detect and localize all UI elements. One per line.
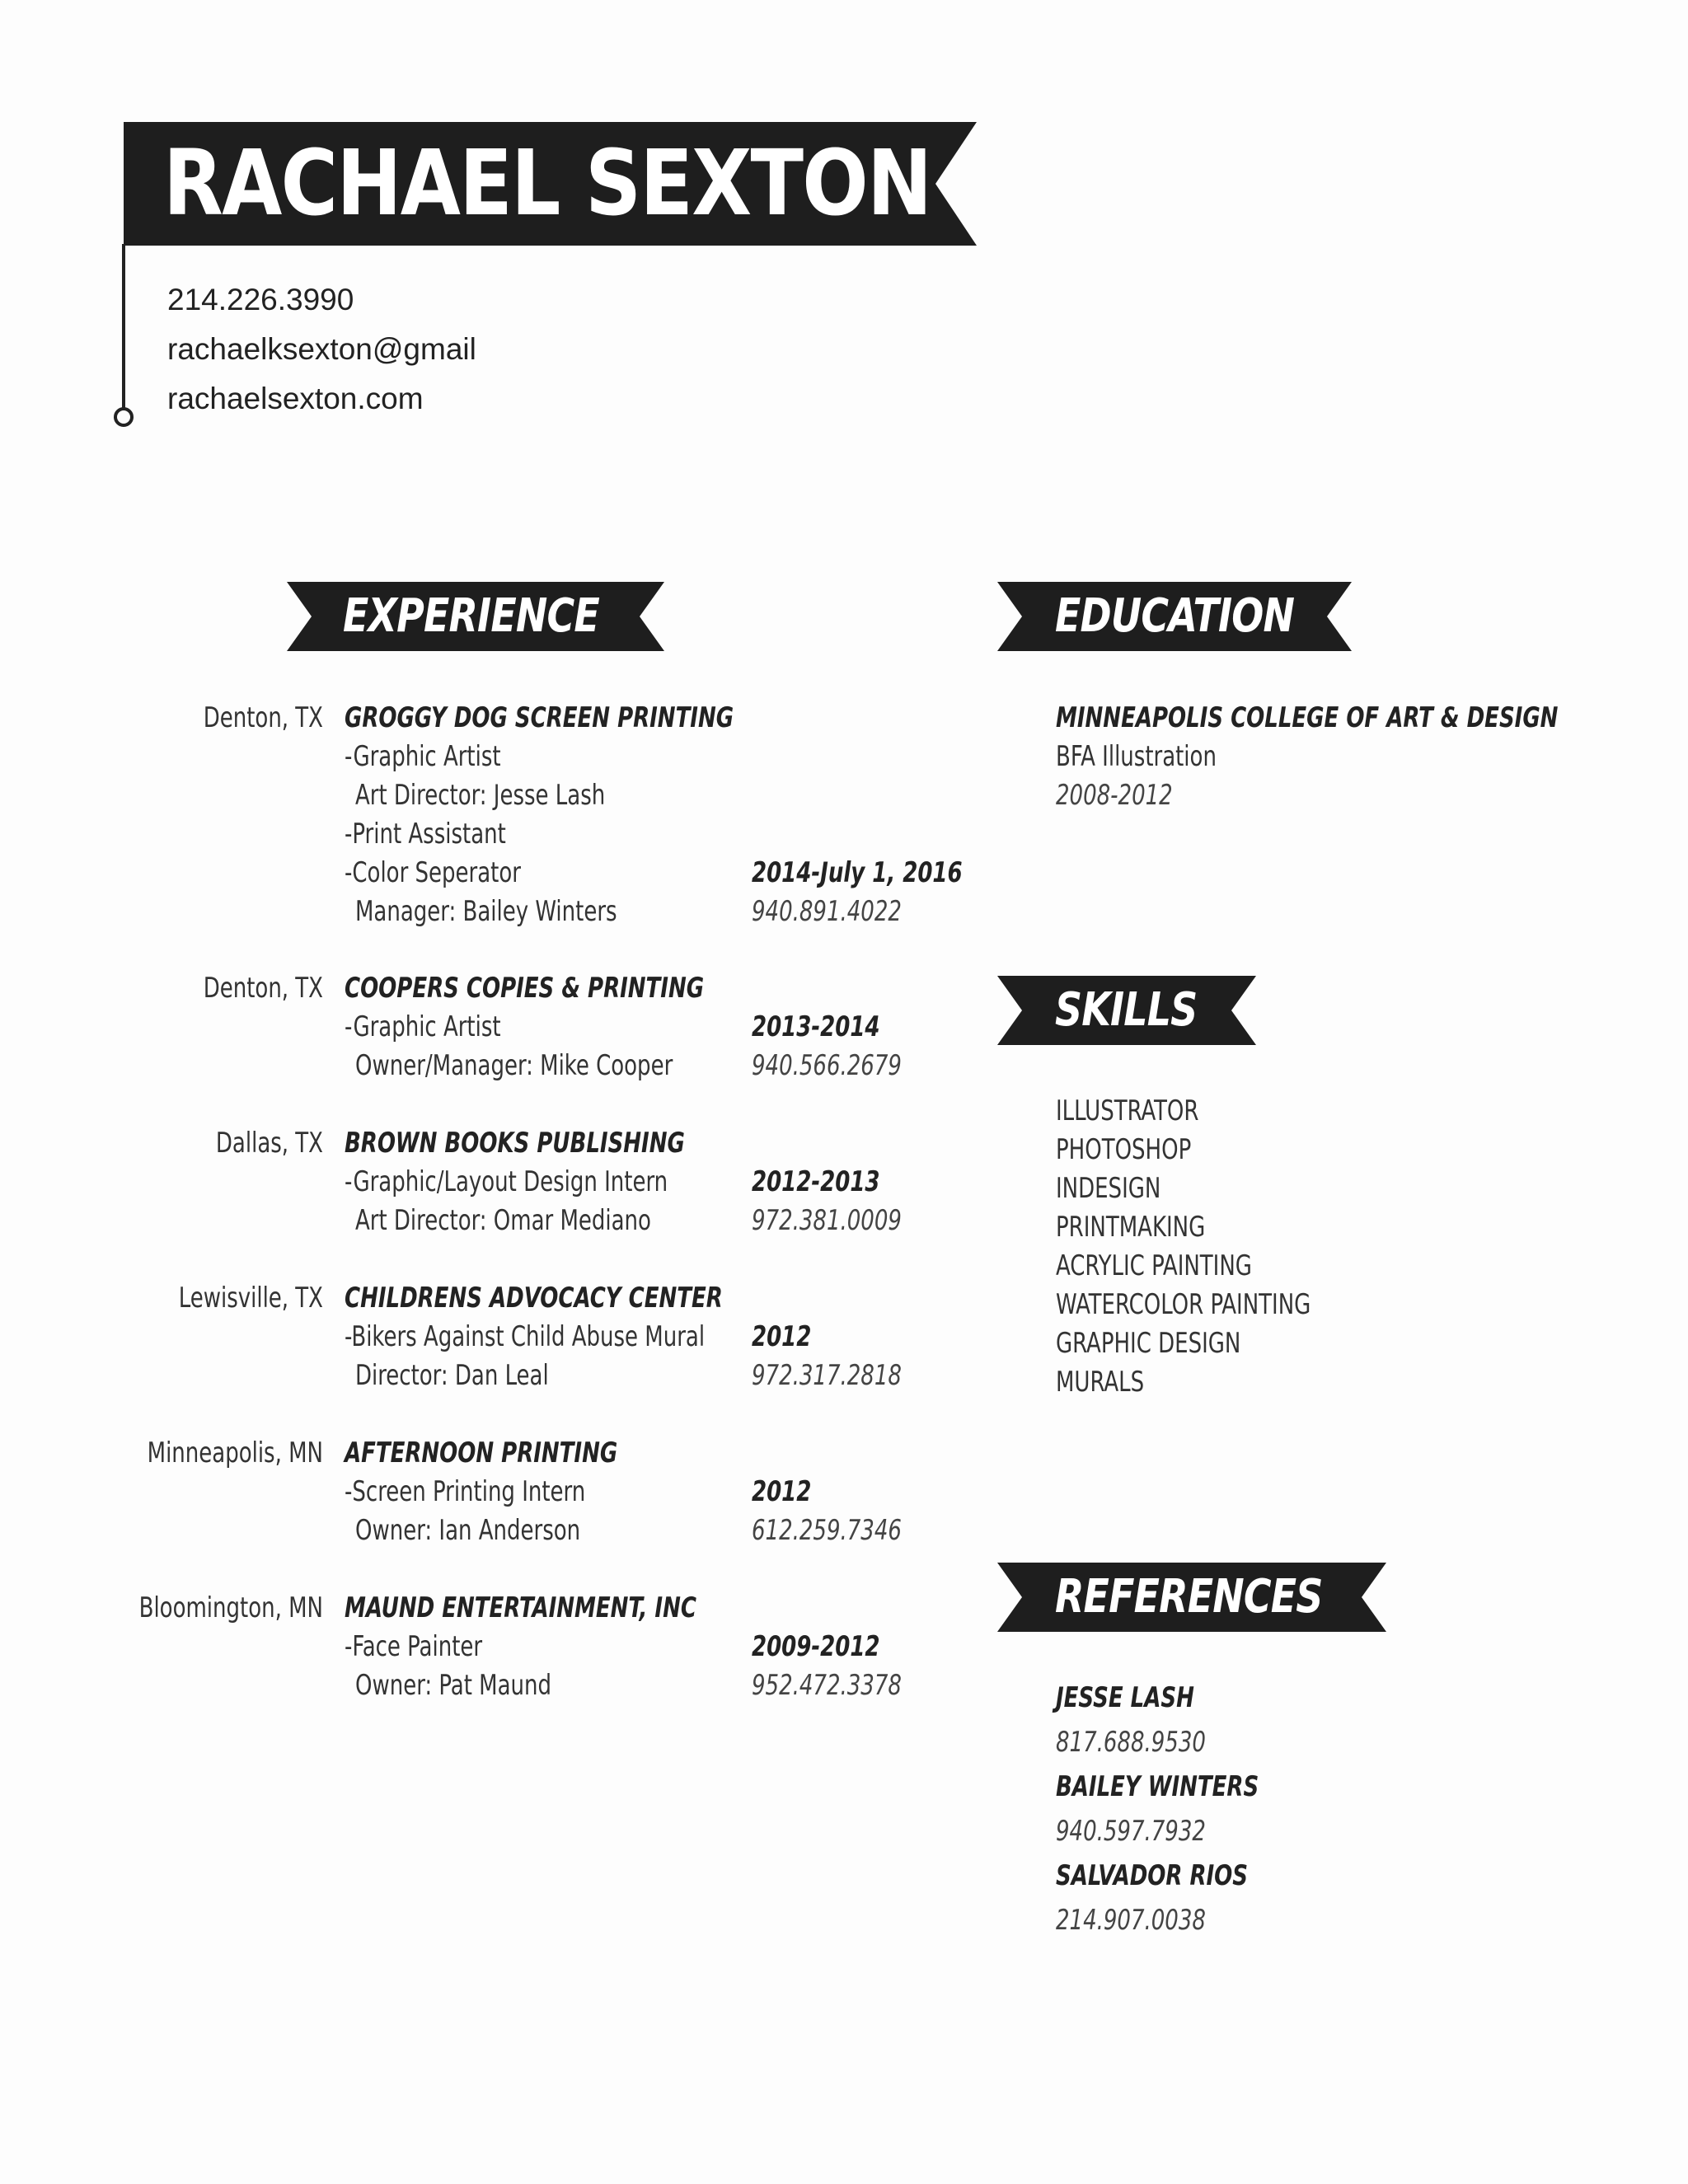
reference-name: SALVADOR RIOS — [1056, 1859, 1248, 1892]
job-line: -Face Painter — [345, 1630, 483, 1663]
skill-item: PHOTOSHOP — [1056, 1133, 1192, 1166]
job-line: Owner/Manager: Mike Cooper — [355, 1049, 673, 1082]
job-dates: 2009-2012 — [752, 1630, 880, 1663]
job-phone: 612.259.7346 — [752, 1514, 902, 1547]
job-phone: 972.317.2818 — [752, 1359, 902, 1392]
skill-item: MURALS — [1056, 1366, 1145, 1399]
job-dates: 2013-2014 — [752, 1010, 880, 1043]
reference-name: BAILEY WINTERS — [1056, 1770, 1259, 1803]
company-name: MAUND ENTERTAINMENT, INC — [345, 1591, 696, 1624]
job-phone: 952.472.3378 — [752, 1669, 902, 1702]
job-dates: 2014-July 1, 2016 — [752, 856, 963, 889]
job-line: Manager: Bailey Winters — [355, 895, 617, 928]
reference-phone: 940.597.7932 — [1056, 1815, 1206, 1848]
job-location: Denton, TX — [203, 972, 323, 1005]
skill-item: INDESIGN — [1056, 1172, 1161, 1205]
reference-phone: 817.688.9530 — [1056, 1726, 1206, 1759]
education-years: 2008-2012 — [1056, 779, 1173, 812]
job-line: Art Director: Omar Mediano — [355, 1204, 651, 1237]
contact-phone[interactable]: 214.226.3990 — [167, 283, 354, 316]
skill-item: GRAPHIC DESIGN — [1056, 1327, 1241, 1360]
skill-item: ACRYLIC PAINTING — [1056, 1249, 1252, 1282]
references-heading: REFERENCES — [1055, 1570, 1323, 1624]
skill-item: WATERCOLOR PAINTING — [1056, 1288, 1311, 1321]
job-line: -Color Seperator — [345, 856, 521, 889]
job-line: Art Director: Jesse Lash — [355, 779, 606, 812]
job-line: -Print Assistant — [345, 818, 506, 851]
experience-banner — [287, 582, 664, 651]
flag-pole-knob — [114, 407, 134, 427]
experience-heading: EXPERIENCE — [343, 589, 599, 643]
job-line: -Graphic/Layout Design Intern — [345, 1165, 668, 1198]
job-location: Denton, TX — [203, 701, 323, 734]
job-location: Lewisville, TX — [178, 1282, 323, 1315]
job-phone: 972.381.0009 — [752, 1204, 902, 1237]
job-location: Minneapolis, MN — [147, 1436, 323, 1469]
company-name: GROGGY DOG SCREEN PRINTING — [345, 701, 734, 734]
education-heading: EDUCATION — [1055, 589, 1295, 643]
company-name: COOPERS COPIES & PRINTING — [345, 972, 705, 1005]
job-phone: 940.891.4022 — [752, 895, 902, 928]
contact-email[interactable]: rachaelksexton@gmail — [167, 332, 476, 366]
company-name: BROWN BOOKS PUBLISHING — [345, 1127, 685, 1160]
job-phone: 940.566.2679 — [752, 1049, 902, 1082]
references-banner — [997, 1563, 1386, 1632]
degree: BFA Illustration — [1056, 740, 1217, 773]
job-location: Dallas, TX — [215, 1127, 323, 1160]
job-dates: 2012 — [752, 1320, 812, 1353]
company-name: CHILDRENS ADVOCACY CENTER — [345, 1282, 723, 1315]
reference-phone: 214.907.0038 — [1056, 1904, 1206, 1937]
job-line: -Graphic Artist — [345, 740, 501, 773]
company-name: AFTERNOON PRINTING — [345, 1436, 618, 1469]
flag-pole — [122, 244, 125, 410]
job-line: -Bikers Against Child Abuse Mural — [345, 1320, 706, 1353]
skills-heading: SKILLS — [1055, 983, 1198, 1037]
school-name: MINNEAPOLIS COLLEGE OF ART & DESIGN — [1056, 701, 1559, 734]
job-dates: 2012 — [752, 1475, 812, 1508]
job-line: Owner: Ian Anderson — [355, 1514, 581, 1547]
skills-banner — [997, 976, 1256, 1045]
job-line: -Graphic Artist — [345, 1010, 501, 1043]
skill-item: ILLUSTRATOR — [1056, 1094, 1199, 1127]
education-banner — [997, 582, 1352, 651]
reference-name: JESSE LASH — [1056, 1681, 1194, 1714]
job-line: Owner: Pat Maund — [355, 1669, 552, 1702]
contact-website[interactable]: rachaelsexton.com — [167, 382, 424, 415]
job-line: Director: Dan Leal — [355, 1359, 549, 1392]
skill-item: PRINTMAKING — [1056, 1211, 1206, 1244]
job-location: Bloomington, MN — [138, 1591, 323, 1624]
job-line: -Screen Printing Intern — [345, 1475, 586, 1508]
job-dates: 2012-2013 — [752, 1165, 880, 1198]
candidate-name: RACHAEL SEXTON — [163, 130, 931, 236]
